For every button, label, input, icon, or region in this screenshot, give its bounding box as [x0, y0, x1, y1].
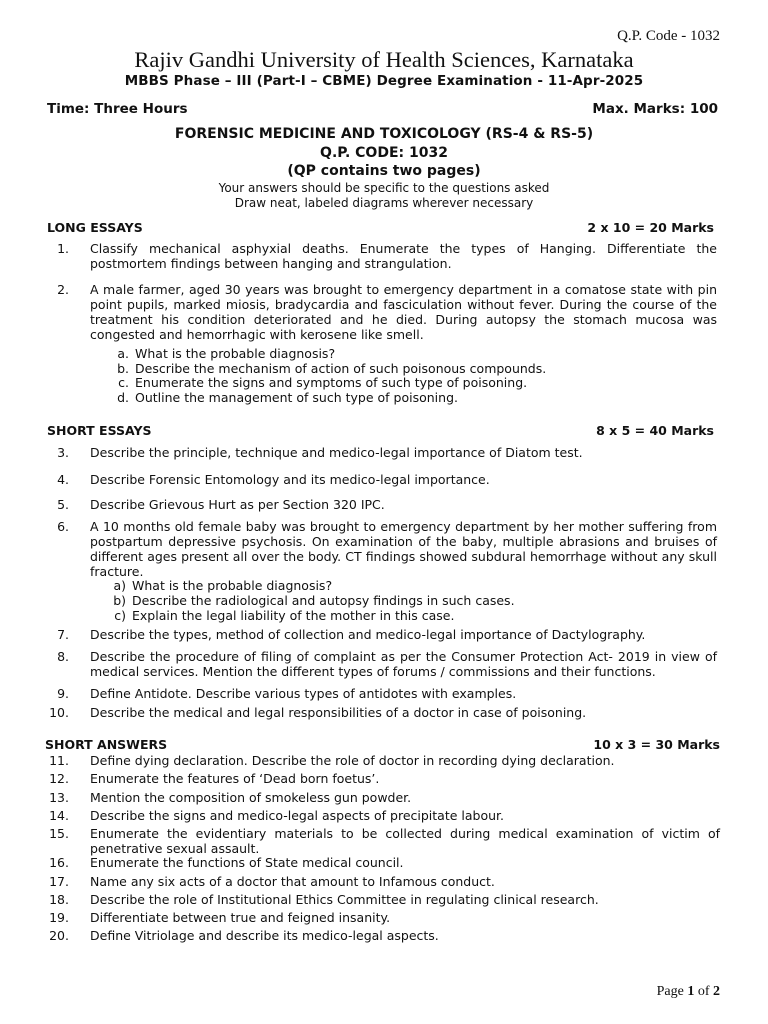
question-text: Mention the composition of smokeless gun powder. — [90, 790, 412, 805]
question-text: Describe the signs and medico-legal aspects of precipitate labour. — [90, 808, 505, 823]
subject-title: FORENSIC MEDICINE AND TOXICOLOGY (RS-4 & RS-5) — [174, 126, 594, 142]
question-text: Enumerate the evidentiary materials to be collected during medical examination of victim of penetrative sexual assault. — [90, 826, 720, 856]
question-text: Name any six acts of a doctor that amount to Infamous conduct. — [90, 874, 495, 889]
sub-question — [102, 593, 515, 608]
question-number: 6. — [57, 519, 69, 534]
question-number: 18. — [49, 892, 69, 907]
sub-question-text: What is the probable diagnosis? — [135, 346, 336, 361]
question-number: 11. — [49, 753, 69, 768]
question-number: 12. — [49, 771, 69, 786]
question-text: Describe the principle, technique and medico-legal importance of Diatom test. — [90, 445, 583, 460]
question-text: Enumerate the functions of State medical council. — [90, 855, 404, 870]
question-text: Describe Grievous Hurt as per Section 320 IPC. — [90, 497, 385, 512]
question-text: A male farmer, aged 30 years was brought to emergency department in a comatose state with pin point pupils, marked miosis, bradycardia and fasciculation without fever. During the course of the treatment his condition deteriorated and he died. During autopsy the stomach mucosa was congested and hemorrhagic with kerosene like smell. — [90, 282, 717, 342]
page-total: 2 — [713, 984, 720, 999]
question-number: 3. — [57, 445, 69, 460]
qp-code-top: Q.P. Code - 1032 — [617, 28, 720, 44]
question-number: 19. — [49, 910, 69, 925]
exam-line: MBBS Phase – III (Part-I – CBME) Degree Examination - 11-Apr-2025 — [124, 73, 644, 89]
question-number: 4. — [57, 472, 69, 487]
sub-question — [107, 346, 335, 361]
question-text: Define Vitriolage and describe its medico-legal aspects. — [90, 928, 439, 943]
question-text: Enumerate the features of ‘Dead born foetus’. — [90, 771, 380, 786]
question-text: Describe the procedure of filing of complaint as per the Consumer Protection Act- 2019 in view of medical services. Mention the different types of forums / commissions and their functions. — [90, 649, 717, 679]
section-title-short-essays: SHORT ESSAYS — [47, 423, 152, 438]
question-number: 8. — [57, 649, 69, 664]
sub-question — [102, 578, 332, 593]
section-marks-short-answers: 10 x 3 = 30 Marks — [593, 737, 720, 752]
sub-question-label: a. — [117, 346, 129, 361]
question-text: Describe the role of Institutional Ethics Committee in regulating clinical research. — [90, 892, 599, 907]
question-number: 17. — [49, 874, 69, 889]
question-number: 13. — [49, 790, 69, 805]
question-text: Differentiate between true and feigned insanity. — [90, 910, 391, 925]
sub-question — [102, 608, 454, 623]
sub-question — [107, 390, 458, 405]
page-word: Page — [656, 984, 684, 999]
page-number — [657, 984, 720, 1000]
question-number: 1. — [57, 241, 69, 256]
sub-question-text: Explain the legal liability of the mother in this case. — [132, 608, 455, 623]
sub-question-text: Outline the management of such type of poisoning. — [135, 390, 458, 405]
question-number: 15. — [49, 826, 69, 841]
sub-question-label: c) — [114, 608, 126, 623]
sub-question-text: Describe the radiological and autopsy findings in such cases. — [132, 593, 515, 608]
university-name: Rajiv Gandhi University of Health Sciences, Karnataka — [134, 47, 634, 72]
sub-question-text: What is the probable diagnosis? — [132, 578, 333, 593]
question-text: Describe the types, method of collection and medico-legal importance of Dactylography. — [90, 627, 646, 642]
sub-question — [107, 375, 527, 390]
sub-question — [107, 361, 546, 376]
question-text: Define dying declaration. Describe the role of doctor in recording dying declaration. — [90, 753, 615, 768]
qp-code: Q.P. CODE: 1032 — [320, 145, 448, 161]
sub-question-text: Describe the mechanism of action of such poisonous compounds. — [135, 361, 547, 376]
question-number: 14. — [49, 808, 69, 823]
sub-question-text: Enumerate the signs and symptoms of such type of poisoning. — [135, 375, 528, 390]
instruction-specific: Your answers should be specific to the questions asked — [218, 181, 550, 195]
question-number: 7. — [57, 627, 69, 642]
question-number: 9. — [57, 686, 69, 701]
section-title-long-essays: LONG ESSAYS — [47, 220, 143, 235]
page-of: of — [697, 984, 710, 999]
sub-question-label: b. — [117, 361, 129, 376]
pages-note: (QP contains two pages) — [287, 163, 481, 179]
max-marks: Max. Marks: 100 — [592, 101, 718, 117]
page-current: 1 — [687, 984, 695, 999]
sub-question-label: a) — [113, 578, 126, 593]
question-text: Describe Forensic Entomology and its medico-legal importance. — [90, 472, 490, 487]
exam-duration: Time: Three Hours — [47, 101, 188, 117]
question-number: 20. — [49, 928, 69, 943]
question-number: 5. — [57, 497, 69, 512]
section-marks-long-essays: 2 x 10 = 20 Marks — [587, 220, 714, 235]
sub-question-label: d. — [117, 390, 129, 405]
question-text: Classify mechanical asphyxial deaths. Enumerate the types of Hanging. Differentiate the postmortem findings between hanging and strangulation. — [90, 241, 717, 271]
sub-question-label: c. — [118, 375, 129, 390]
question-number: 16. — [49, 855, 69, 870]
question-text: Describe the medical and legal responsibilities of a doctor in case of poisoning. — [90, 705, 587, 720]
question-text: A 10 months old female baby was brought to emergency department by her mother suffering from postpartum depressive psychosis. On examination of the baby, multiple abrasions and bruises of different ages present all over the body. CT findings showed subdural hemorrhage without any skull fracture. — [90, 519, 717, 579]
question-number: 10. — [49, 705, 69, 720]
sub-question-label: b) — [113, 593, 126, 608]
section-marks-short-essays: 8 x 5 = 40 Marks — [596, 423, 714, 438]
question-number: 2. — [57, 282, 69, 297]
question-text: Define Antidote. Describe various types of antidotes with examples. — [90, 686, 517, 701]
instruction-diagrams: Draw neat, labeled diagrams wherever necessary — [234, 196, 534, 210]
section-title-short-answers: SHORT ANSWERS — [45, 737, 168, 752]
